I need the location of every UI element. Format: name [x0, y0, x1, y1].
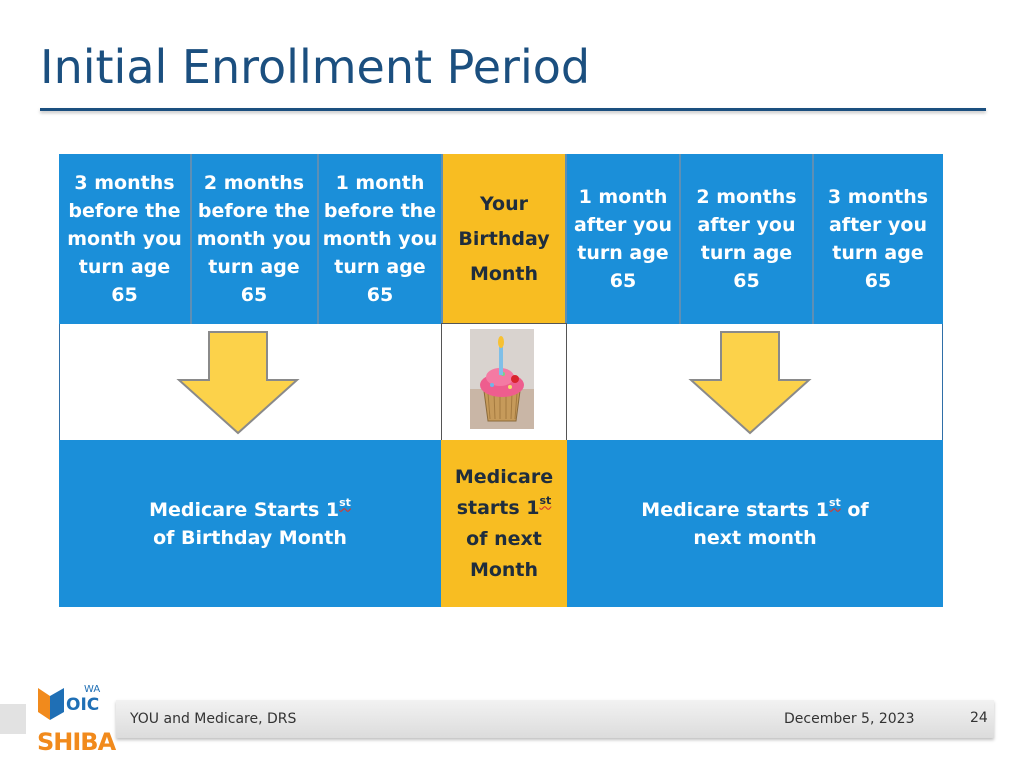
logo-oic-text: OIC	[66, 695, 100, 715]
header-line: turn age	[577, 242, 669, 264]
footer-date: December 5, 2023	[784, 711, 915, 727]
column-divider	[565, 154, 567, 324]
footer-left-accent	[0, 704, 26, 734]
header-line: Birthday	[458, 227, 550, 250]
title-underline	[40, 108, 986, 111]
bottom-center-line3: of next	[466, 527, 542, 550]
arrow-down-icon	[176, 330, 300, 436]
bottom-left-cell	[59, 440, 441, 607]
slide-title: Initial Enrollment Period	[40, 40, 591, 94]
header-line: after you	[697, 214, 796, 236]
header-cell-2-months-after	[680, 154, 813, 324]
header-line: 1 month	[335, 172, 425, 194]
header-line: month you	[196, 228, 312, 250]
bottom-left-line1: Medicare Starts 1st	[149, 496, 351, 521]
header-line: 3 months	[827, 186, 929, 208]
header-line: after you	[828, 214, 927, 236]
column-divider	[190, 154, 192, 324]
bottom-left-line2: of Birthday Month	[153, 526, 347, 549]
header-cell-1-month-before	[318, 154, 442, 324]
header-line: after you	[573, 214, 672, 236]
header-line: before the	[197, 200, 311, 222]
bottom-right-cell	[567, 440, 943, 607]
logo-wa-text: WA	[84, 684, 101, 695]
page-number: 24	[970, 710, 988, 726]
birthday-cupcake-icon	[470, 329, 534, 429]
header-line: 2 months	[203, 172, 305, 194]
header-cell-birthday-month	[442, 154, 566, 324]
bottom-right-line2: next month	[693, 526, 817, 549]
bottom-center-line4: Month	[469, 558, 539, 581]
header-line: 1 month	[578, 186, 668, 208]
header-cell-3-months-after	[813, 154, 943, 324]
header-line: turn age	[78, 256, 171, 278]
header-cell-2-months-before	[190, 154, 318, 324]
header-line: 65	[609, 270, 637, 292]
bottom-center-line2: starts 1st	[456, 494, 552, 519]
header-line: before the	[323, 200, 437, 222]
bottom-center-line1: Medicare	[454, 465, 554, 488]
arrow-down-icon	[688, 330, 812, 436]
header-line: turn age	[832, 242, 924, 264]
header-line: turn age	[208, 256, 300, 278]
column-divider	[812, 154, 814, 324]
header-line: 3 months	[74, 172, 175, 194]
enrollment-table	[59, 154, 943, 607]
header-line: 65	[240, 284, 268, 306]
header-line: Your	[480, 192, 528, 215]
oic-shiba-logo	[36, 684, 116, 758]
logo-mark-icon	[36, 686, 66, 722]
footer-presentation-name: YOU and Medicare, DRS	[130, 711, 297, 727]
header-line: turn age	[700, 242, 793, 264]
header-line: 2 months	[696, 186, 797, 208]
header-line: Month	[469, 262, 539, 285]
header-line: 65	[366, 284, 394, 306]
column-divider	[679, 154, 681, 324]
column-divider	[441, 154, 443, 324]
header-line: 65	[111, 284, 138, 306]
header-line: 65	[733, 270, 760, 292]
bottom-right-line1: Medicare starts 1st of	[641, 496, 869, 521]
header-cell-3-months-before	[59, 154, 190, 324]
bottom-center-cell	[441, 440, 567, 607]
header-cell-1-month-after	[566, 154, 680, 324]
header-line: month you	[67, 228, 182, 250]
header-line: 65	[864, 270, 892, 292]
header-line: turn age	[334, 256, 426, 278]
header-line: before the	[68, 200, 181, 222]
header-line: month you	[322, 228, 438, 250]
logo-shiba-text: SHIBA	[37, 728, 116, 756]
column-divider	[317, 154, 319, 324]
